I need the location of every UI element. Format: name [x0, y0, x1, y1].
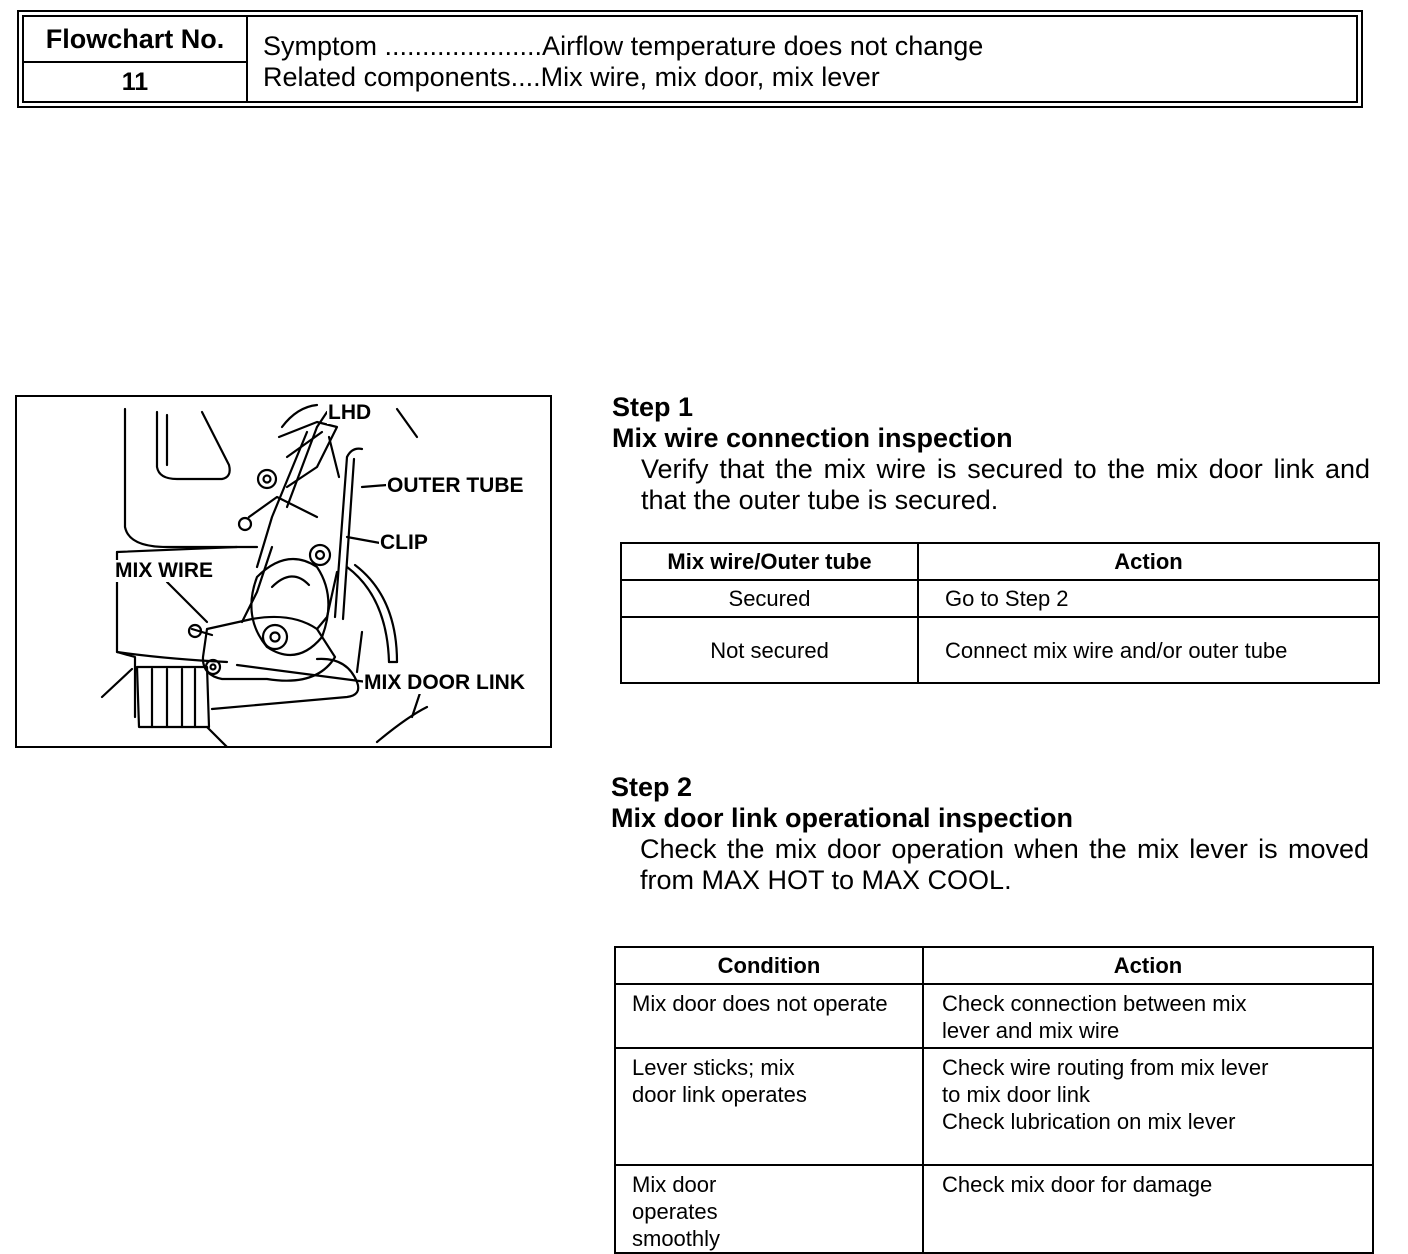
step-1-table — [620, 542, 1380, 684]
mix-door-link-label: MIX DOOR LINK — [364, 671, 525, 694]
table-cell: Mix door operates smoothly — [615, 1165, 923, 1253]
step-2-title: Mix door link operational inspection — [611, 803, 1074, 833]
table-row — [615, 1048, 1373, 1165]
table-row — [621, 580, 1379, 617]
table-cell: Go to Step 2 — [918, 580, 1379, 617]
table-cell: Secured — [621, 580, 918, 617]
table-header-cell: Mix wire/Outer tube — [621, 543, 918, 580]
step-2-table — [614, 946, 1374, 1254]
table-cell: Mix door does not operate — [615, 984, 923, 1048]
clip-label: CLIP — [380, 531, 428, 554]
flowchart-number: 11 — [121, 67, 149, 96]
table-header-cell: Condition — [615, 947, 923, 984]
lhd-label: LHD — [328, 401, 372, 424]
table-cell: Not secured — [621, 617, 918, 683]
table-header-cell: Action — [923, 947, 1373, 984]
table-cell: Check wire routing from mix lever to mix door link Check lubrication on mix lever — [923, 1048, 1373, 1165]
mix-door-link-illustration — [15, 395, 552, 748]
flowchart-id-column — [24, 17, 248, 101]
related-components-line: Related components....Mix wire, mix door, mix lever — [263, 62, 880, 92]
outer-tube-label: OUTER TUBE — [387, 474, 524, 497]
flowchart-header-inner — [22, 15, 1358, 103]
step-1 — [612, 392, 1370, 516]
flowchart-header — [17, 10, 1363, 108]
step-1-number: Step 1 — [612, 392, 694, 422]
step-2 — [611, 772, 1369, 896]
mix-door-mechanism-drawing — [17, 397, 552, 748]
mix-wire-label: MIX WIRE — [115, 559, 213, 582]
table-cell: Check connection between mix lever and mix wire — [923, 984, 1373, 1048]
step-2-number: Step 2 — [611, 772, 693, 802]
table-row — [615, 984, 1373, 1048]
table-cell: Connect mix wire and/or outer tube — [918, 617, 1379, 683]
flowchart-summary — [248, 17, 1356, 101]
step-2-description: Check the mix door operation when the mix lever is moved from MAX HOT to MAX COOL. — [640, 834, 1369, 895]
table-row — [615, 1165, 1373, 1253]
table-header-row — [615, 947, 1373, 984]
table-cell: Check mix door for damage — [923, 1165, 1373, 1253]
symptom-line: Symptom .....................Airflow temperature does not change — [263, 31, 984, 61]
table-header-row — [621, 543, 1379, 580]
flowchart-label: Flowchart No. — [24, 17, 246, 63]
table-cell: Lever sticks; mix door link operates — [615, 1048, 923, 1165]
table-row — [621, 617, 1379, 683]
step-1-title: Mix wire connection inspection — [612, 423, 1013, 453]
step-1-description: Verify that the mix wire is secured to the mix door link and that the outer tube is secured. — [641, 454, 1370, 515]
table-header-cell: Action — [918, 543, 1379, 580]
